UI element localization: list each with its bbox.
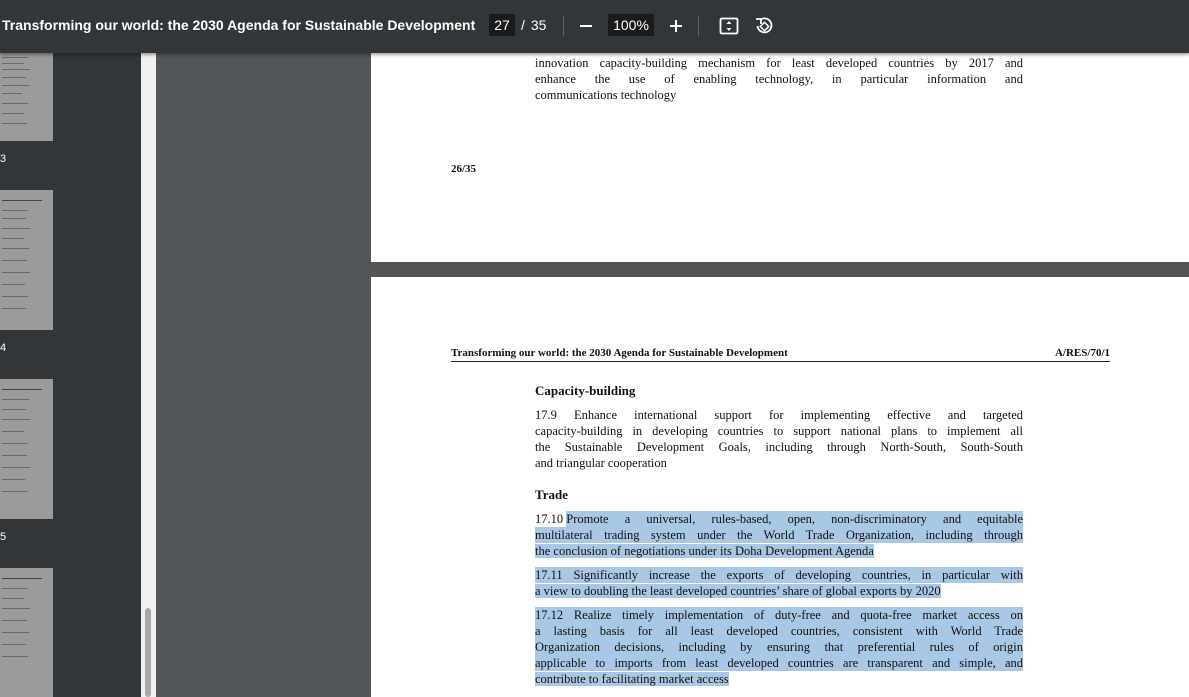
zoom-input[interactable] bbox=[608, 14, 654, 36]
zoom-in-button[interactable] bbox=[663, 13, 689, 39]
selected-text: a lasting basis for all least developed countries, consistent with World Trade bbox=[535, 624, 1023, 638]
fit-page-icon bbox=[719, 17, 739, 35]
selected-text: 17.11 Significantly increase the exports of developing countries, in particular with bbox=[535, 568, 1023, 582]
selected-text: Promote a universal, rules-based, open, non-discriminatory and equitable bbox=[566, 512, 1023, 526]
heading-trade: Trade bbox=[535, 487, 568, 502]
paragraph-17-11[interactable] bbox=[535, 567, 1023, 599]
selected-text: applicable to imports from least developed countries are transparent and simple, and bbox=[535, 656, 1023, 670]
rotate-icon bbox=[754, 16, 774, 36]
text-line bbox=[535, 671, 1023, 687]
toolbar-divider bbox=[698, 16, 699, 36]
document-title: Transforming our world: the 2030 Agenda for Sustainable Development bbox=[2, 17, 476, 33]
text-line bbox=[535, 543, 1023, 559]
total-pages: 35 bbox=[530, 17, 547, 33]
selected-text: a view to doubling the least developed countries’ share of global exports by 2020 bbox=[535, 584, 941, 598]
paragraph-number: 17.10 bbox=[535, 512, 567, 526]
zoom-in-icon bbox=[669, 19, 683, 33]
thumbnail-label: 4 bbox=[0, 342, 7, 354]
zoom-out-icon bbox=[579, 19, 593, 33]
thumbnail-label: 5 bbox=[0, 531, 7, 543]
text-line: the Sustainable Development Goals, including through North-South, South-South bbox=[535, 440, 1023, 454]
heading-capacity-building: Capacity-building bbox=[535, 383, 636, 398]
text-line: communications technology bbox=[535, 88, 677, 102]
text-line: capacity-building in developing countries to support national plans to implement all bbox=[535, 424, 1023, 438]
text-line bbox=[535, 511, 1023, 527]
text-line bbox=[535, 583, 1023, 599]
pdf-page-27 bbox=[371, 277, 1189, 697]
selected-text: 17.12 Realize timely implementation of duty-free and quota-free market access on bbox=[535, 608, 1023, 622]
pdf-page-26 bbox=[371, 53, 1189, 262]
paragraph-17-8-tail bbox=[535, 55, 1023, 103]
selected-text: multilateral trading system under the World Trade Organization, including through bbox=[535, 528, 1023, 542]
paragraph-17-12[interactable] bbox=[535, 607, 1023, 687]
thumbnail-sidebar bbox=[0, 53, 141, 697]
toolbar-divider bbox=[563, 16, 564, 36]
paragraph-17-9 bbox=[535, 407, 1023, 471]
page-thumbnail[interactable] bbox=[0, 568, 53, 697]
selected-text: the conclusion of negotiations under its Doha Development Agenda bbox=[535, 544, 874, 558]
page-number: 26/35 bbox=[451, 163, 477, 175]
sidebar-scrollbar-track[interactable] bbox=[141, 53, 156, 697]
page-separator: / bbox=[521, 17, 525, 33]
sidebar-scrollbar-thumb[interactable] bbox=[145, 608, 151, 697]
paragraph-17-10[interactable] bbox=[535, 511, 1023, 559]
page-thumbnail[interactable] bbox=[0, 53, 53, 141]
selected-text: Organization decisions, including by ensuring that preferential rules of origin bbox=[535, 640, 1023, 654]
text-line: enhance the use of enabling technology, in particular information and bbox=[535, 72, 1023, 86]
page-thumbnail[interactable] bbox=[0, 190, 53, 330]
current-page-input[interactable] bbox=[489, 14, 515, 36]
selected-text: contribute to facilitating market access bbox=[535, 672, 729, 686]
rotate-button[interactable] bbox=[751, 13, 777, 39]
page-control bbox=[489, 14, 546, 36]
running-head-title: Transforming our world: the 2030 Agenda for Sustainable Development bbox=[451, 347, 788, 359]
fit-page-button[interactable] bbox=[716, 13, 742, 39]
page-thumbnail[interactable] bbox=[0, 379, 53, 519]
text-line: and triangular cooperation bbox=[535, 456, 667, 470]
zoom-out-button[interactable] bbox=[573, 13, 599, 39]
text-line: 17.9 Enhance international support for implementing effective and targeted bbox=[535, 408, 1023, 422]
thumbnail-label: 3 bbox=[0, 153, 7, 165]
running-head bbox=[451, 347, 1110, 362]
document-viewer bbox=[156, 53, 1189, 697]
text-line: innovation capacity-building mechanism for least developed countries by 2017 and bbox=[535, 56, 1023, 70]
pdf-toolbar bbox=[0, 0, 1189, 53]
running-head-symbol: A/RES/70/1 bbox=[1054, 347, 1110, 359]
